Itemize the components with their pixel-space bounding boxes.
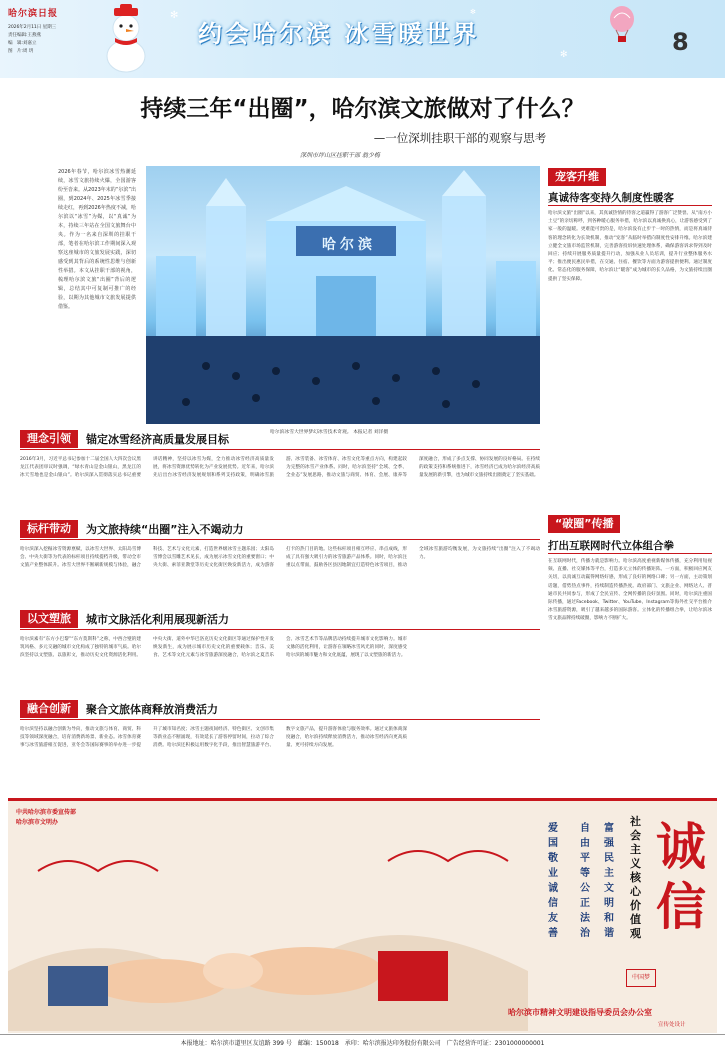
intro-text: 2026年春节，哈尔滨冰雪热潮延续，冰雪文旅持续火爆，全国游客纷至沓来。从2023年末的“尔滨”出圈，到2024年、2025年冰雪季接续走红，再到2026年热度不减，哈尔滨以“冰雪”为媒，以“真诚”为本，持续三年站在全国文旅舞台中央。作为一名来自深圳的挂职干部，笔者在哈尔滨工作期间深入观察这座城市的文旅发展实践，深切感受到其背后的系统性思维与创新性举措。本文从挂职干部的视角，梳理哈尔滨文旅“出圈”背后的逻辑，总结其中可复制可推广的经验，以期为其他城市文旅发展提供借鉴。	[58, 169, 136, 310]
section-rule	[20, 449, 540, 450]
section-body-4: 哈尔滨坚持以融合创新为导向，推动文旅与体育、商贸、科技等领域深度融合，培育消费新场景、新业态。冰雪体育赛事与冰雪旅游相互促进，亚冬会等国际赛事的举办进一步提升了城市知名度；冰雪主题夜间经济、特色街区、文创市集等新业态不断涌现，有效延长了游客停留时间，拉动了综合消费。哈尔滨还积极运用数字化手段，推出智慧旅游平台、数字文旅产品，提升游客体验与服务效率。通过文旅体商深度融合，哈尔滨持续释放消费活力，推动冰雪经济向更高质量、更可持续方向发展。	[20, 727, 407, 749]
byline: 深圳市坪山区挂职干部 翁少梅	[300, 152, 380, 159]
section-heading: 锚定冰雪经济高质量发展目标	[86, 433, 229, 446]
masthead	[0, 0, 725, 78]
section-heading: 聚合文旅体商释放消费活力	[86, 703, 218, 716]
values-column-1: 爱国敬业诚信友善	[548, 823, 558, 939]
ad-footer-sub: 宣传处设计	[658, 1022, 686, 1028]
section-title-3	[20, 610, 229, 628]
section-title-4	[20, 700, 218, 718]
section-body-2: 哈尔滨深入挖掘冰雪资源禀赋，以冰雪大世界、太阳岛雪博会、中央大街等为代表的标杆项目持续提档升级，带动全市文旅产业整体跃升。冰雪大世界不断刷新规模与体验，融合科技、艺术与文化元素，打造世界级冰雪主题乐园；太阳岛雪博会以雪雕艺术见长，成为展示冰雪文化的重要窗口；中央大街、索菲亚教堂等历史文化街区焕发新活力，成为游客打卡的热门目的地。这些标杆项目相互呼应、串点成线，形成了具有强大吸引力的冰雪旅游产品体系。同时，哈尔滨注重以点带面，鼓励各区县因地制宜打造特色冰雪项目，推动全域冰雪旅游均衡发展，为文旅持续“出圈”注入了不竭动力。	[20, 547, 540, 569]
snowflake-icon: ✻	[560, 50, 568, 60]
issue-date: 2026年2月11日 星期三	[8, 25, 57, 30]
section-rule	[548, 205, 712, 206]
photo-caption: 哈尔滨冰雪大世界梦幻冰雪技术奇观。 本报记者 刘洋摄	[270, 430, 389, 435]
proof-line: 图 片:周 玥	[8, 49, 34, 54]
section-heading: 为文旅持续“出圈”注入不竭动力	[86, 523, 244, 536]
banner-title: 约会哈尔滨 冰雪暖世界	[198, 20, 480, 48]
section-badge: 宠客升维	[548, 168, 606, 186]
values-title: 社会主义核心价值观	[630, 815, 641, 940]
ad-org-line-1: 中共哈尔滨市委宣传部	[16, 809, 77, 816]
newspaper-logo: 哈尔滨日报	[8, 9, 59, 19]
values-column-3: 富强民主文明和谐	[604, 823, 614, 939]
photo-sign: 哈尔滨	[322, 237, 376, 253]
snowflake-icon: ✻	[170, 10, 179, 21]
seal-stamp: 中国梦	[626, 969, 656, 987]
section-badge: 理念引领	[20, 430, 78, 448]
right-section-body-2: 在互联网时代，传播力就是影响力。哈尔滨高度重视新媒体传播，充分利用短视频、直播、社交媒体等平台，打造多元立体的传播矩阵。一方面，积极回应网友关切，以真诚互动赢得网络好感，形成了良好的网络口碑；另一方面，主动策划话题，借势热点事件，持续制造传播热度。政府部门、文旅企业、网络达人、普通市民共同参与，形成了全民宣传、全网传播的良好氛围。同时，哈尔滨注重国际传播，通过Facebook、Twitter、YouTube、Instagram等海外社交平台推介冰雪旅游资源，吸引了越来越多的国际游客。立体化的传播组合拳，让哈尔滨冰雪文旅品牌持续破圈，影响力不断扩大。	[548, 559, 712, 622]
section-body-3: 哈尔滨素有“东方小巴黎”“东方莫斯科”之称，中西合璧的建筑风格、多元交融的城市文化构成了独特的城市气质。哈尔滨坚持以文塑旅、以旅彰文，推动历史文化资源活化利用。中央大街、道外中华巴洛克历史文化街区等通过保护性开发焕发新生，成为展示城市历史文化的重要载体；音乐、美食、艺术等文化元素与冰雪旅游深度融合，哈尔滨之夏音乐会、冰雪艺术节等品牌活动持续提升城市文化影响力。城市文脉的活化利用，让游客在领略冰雪风光的同时，深度感受哈尔滨的城市魅力和文化底蕴，展现了以文塑旅的新活力。	[20, 637, 407, 659]
right-section-title-2	[548, 515, 628, 533]
section-rule	[20, 629, 540, 630]
values-ad	[8, 798, 717, 1033]
snowman-icon	[100, 4, 152, 74]
editor-line: 责任编辑:王燕燕	[8, 33, 41, 38]
balloon-icon	[608, 6, 636, 44]
section-rule	[20, 539, 540, 540]
section-heading: 城市文脉活化利用展现新活力	[86, 613, 229, 626]
right-section-title-1	[548, 168, 614, 186]
headline: 持续三年“出圈”，哈尔滨文旅做对了什么？	[140, 96, 585, 122]
page-footer: 本报地址：哈尔滨市道里区友谊路 399 号 邮编：150018 承印：哈尔滨报达印务股份有限公司 广告经营许可证：2301000000001	[0, 1034, 725, 1053]
section-rule	[548, 553, 712, 554]
section-rule	[20, 719, 540, 720]
snowflake-icon: ✻	[470, 8, 476, 16]
ad-org-line-2: 哈尔滨市文明办	[16, 819, 59, 826]
page-number: 8	[672, 28, 689, 56]
right-section-heading-2: 打出互联网时代立体组合拳	[548, 540, 674, 552]
section-badge: 融合创新	[20, 700, 78, 718]
subtitle: —一位深圳挂职干部的观察与思考	[373, 131, 547, 145]
ice-castle-photo	[146, 166, 540, 424]
section-badge: “破圈”传播	[548, 515, 620, 533]
section-title-2	[20, 520, 243, 538]
section-badge: 标杆带动	[20, 520, 78, 538]
section-title-1	[20, 430, 229, 448]
values-big-char: 诚信	[656, 817, 706, 936]
handshake-illustration	[8, 831, 528, 1031]
values-column-2: 自由平等公正法治	[580, 823, 590, 939]
ad-footer-org: 哈尔滨市精神文明建设指导委员会办公室	[508, 1008, 652, 1017]
design-line: 编 辑:刘嘉立	[8, 41, 37, 46]
section-body-1: 2016年3月，习近平总书记参加十二届全国人大四次会议黑龙江代表团审议时强调，“绿水青山是金山银山，黑龙江的冰天雪地也是金山银山”。哈尔滨深入贯彻落实总书记重要讲话精神，坚持以冰雪为媒，全力推动冰雪经济高质量发展，将冰雪资源优势转化为产业发展优势。近年来，哈尔滨先后出台冰雪经济发展规划和系列支持政策，明确冰雪旅游、冰雪装备、冰雪体育、冰雪文化等重点方向，构建起较为完整的冰雪产业体系。同时，哈尔滨坚持“全域、全季、全业态”发展思路，推动文旅与商贸、体育、会展、康养等深度融合，形成了多点支撑、协同发展的良好格局。在持续的政策支持和系统推进下，冰雪经济已成为哈尔滨经济高质量发展的新引擎，也为城市文旅持续出圈奠定了坚实基础。	[20, 457, 540, 479]
right-section-body-1: 哈尔滨文旅“出圈”以来，其真诚热情的待客之道赢得了游客广泛赞誉。从“南方小土豆”的亲切称呼，到各种暖心服务举措，哈尔滨以真诚换真心，让游客感受到了家一般的温暖。更难能可贵的是，哈尔滨没有止步于一时的热情，而是将真诚待客的理念转化为长效机制，推动“宠客”从临时举措向制度性安排升维。哈尔滨建立健全文旅市场监管机制，完善游客投诉快速处理体系，确保游客诉求得到及时回应；持续开展服务质量提升行动，加强从业人员培训，提升行业整体服务水平；推出便民惠民举措，在交通、住宿、餐饮等方面为游客提供便利。通过制度化、常态化的服务保障，哈尔滨让“暖客”成为城市的长久品格，为文旅持续出圈提供了坚实保障。	[548, 211, 712, 282]
section-badge: 以文塑旅	[20, 610, 78, 628]
right-section-heading-1: 真诚待客变持久制度性暖客	[548, 192, 674, 204]
